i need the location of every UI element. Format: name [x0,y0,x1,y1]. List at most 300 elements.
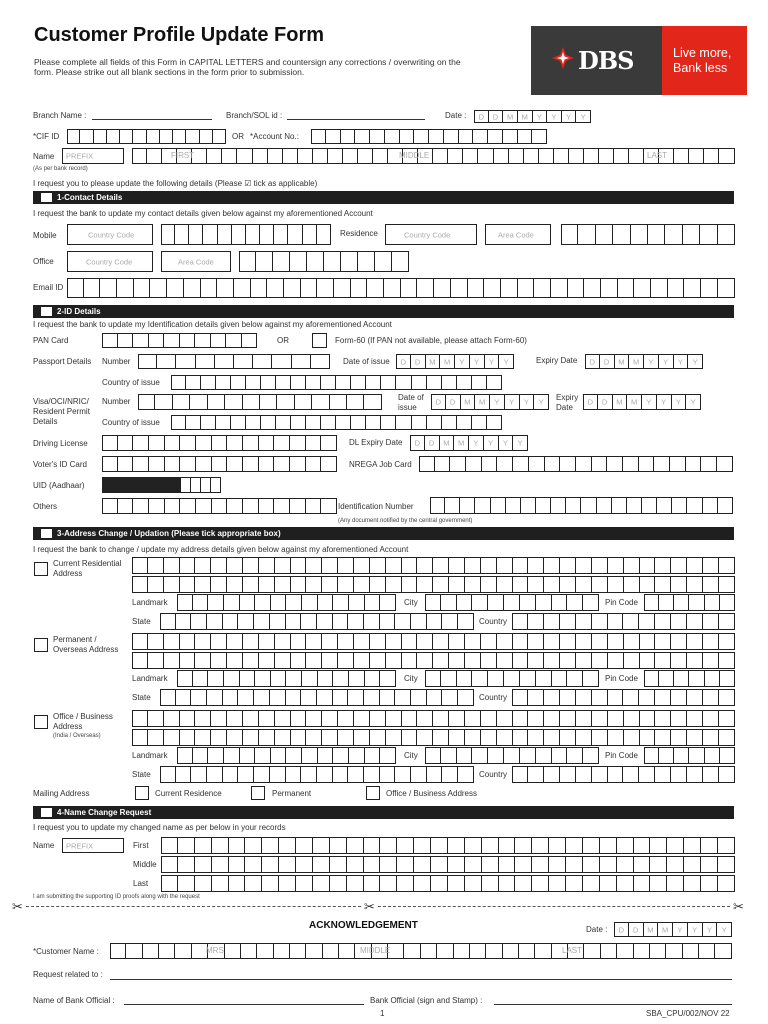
char-cell[interactable] [386,729,402,746]
current-address-line-2[interactable] [132,576,735,593]
char-cell[interactable] [515,856,532,873]
char-cell[interactable] [321,498,337,514]
date-cell[interactable] [583,394,598,410]
char-cell[interactable] [397,837,414,854]
char-cell[interactable] [592,576,608,593]
char-cell[interactable] [303,224,317,245]
char-cell[interactable] [608,689,624,706]
char-cell[interactable] [488,670,504,687]
mobile-country-code[interactable] [67,224,153,245]
char-cell[interactable] [665,224,682,245]
char-cell[interactable] [386,710,402,727]
char-cell[interactable] [617,837,634,854]
char-cell[interactable] [487,375,502,390]
char-cell[interactable] [431,856,448,873]
char-cell[interactable] [454,943,470,959]
branch-name-line[interactable] [92,119,212,120]
char-cell[interactable] [431,875,448,892]
date-cell[interactable] [410,435,425,451]
char-cell[interactable] [465,729,481,746]
char-cell[interactable] [261,375,276,390]
char-cell[interactable] [412,415,427,430]
email-field[interactable] [67,278,735,298]
char-cell[interactable] [290,456,306,472]
char-cell[interactable] [380,613,396,630]
char-cell[interactable] [138,394,155,410]
char-cell[interactable] [161,875,178,892]
char-cell[interactable] [351,278,368,298]
char-cell[interactable] [457,594,473,611]
char-cell[interactable] [380,837,397,854]
char-cell[interactable] [306,576,322,593]
char-cell[interactable] [211,633,227,650]
char-cell[interactable] [583,837,600,854]
char-cell[interactable] [177,670,193,687]
char-cell[interactable] [569,148,584,164]
char-cell[interactable] [118,435,134,451]
char-cell[interactable] [364,875,381,892]
char-cell[interactable] [560,766,576,783]
char-cell[interactable] [640,652,656,669]
permanent-address-line-1[interactable] [132,633,735,650]
char-cell[interactable] [286,613,302,630]
char-cell[interactable] [270,689,286,706]
char-cell[interactable] [465,856,482,873]
char-cell[interactable] [385,129,400,144]
char-cell[interactable] [655,557,671,574]
char-cell[interactable] [468,278,485,298]
char-cell[interactable] [189,224,203,245]
char-cell[interactable] [161,856,178,873]
char-cell[interactable] [321,456,337,472]
char-cell[interactable] [703,710,719,727]
char-cell[interactable] [629,148,644,164]
char-cell[interactable] [193,747,209,764]
char-cell[interactable] [592,689,608,706]
char-cell[interactable] [600,875,617,892]
char-cell[interactable] [427,613,443,630]
char-cell[interactable] [267,278,284,298]
char-cell[interactable] [180,576,196,593]
char-cell[interactable] [437,943,453,959]
char-cell[interactable] [703,729,719,746]
char-cell[interactable] [608,652,624,669]
char-cell[interactable] [720,594,735,611]
char-cell[interactable] [321,375,336,390]
char-cell[interactable] [351,415,366,430]
char-cell[interactable] [259,557,275,574]
date-cell[interactable] [657,394,672,410]
char-cell[interactable] [612,497,627,514]
char-cell[interactable] [164,576,180,593]
char-cell[interactable] [608,710,624,727]
char-cell[interactable] [674,747,689,764]
char-cell[interactable] [396,375,411,390]
char-cell[interactable] [211,729,227,746]
char-cell[interactable] [497,729,513,746]
char-cell[interactable] [132,576,148,593]
char-cell[interactable] [689,747,704,764]
char-cell[interactable] [132,148,147,164]
char-cell[interactable] [213,129,226,144]
char-cell[interactable] [608,613,624,630]
char-cell[interactable] [488,747,504,764]
char-cell[interactable] [624,633,640,650]
char-cell[interactable] [354,710,370,727]
char-cell[interactable] [644,594,659,611]
char-cell[interactable] [397,856,414,873]
char-cell[interactable] [223,613,239,630]
char-cell[interactable] [670,456,686,472]
date-field[interactable] [474,110,591,123]
char-cell[interactable] [180,729,196,746]
char-cell[interactable] [689,594,704,611]
char-cell[interactable] [717,456,733,472]
char-cell[interactable] [515,837,532,854]
char-cell[interactable] [338,557,354,574]
char-cell[interactable] [544,710,560,727]
char-cell[interactable] [275,576,291,593]
char-cell[interactable] [608,557,624,574]
char-cell[interactable] [624,576,640,593]
char-cell[interactable] [545,456,561,472]
char-cell[interactable] [427,415,442,430]
char-cell[interactable] [639,456,655,472]
char-cell[interactable] [176,766,192,783]
char-cell[interactable] [402,557,418,574]
char-cell[interactable] [458,613,474,630]
char-cell[interactable] [687,766,703,783]
char-cell[interactable] [164,710,180,727]
char-cell[interactable] [102,435,118,451]
char-cell[interactable] [243,394,260,410]
char-cell[interactable] [148,652,164,669]
char-cell[interactable] [521,497,536,514]
date-cell[interactable] [440,354,455,369]
char-cell[interactable] [132,652,148,669]
char-cell[interactable] [719,729,735,746]
char-cell[interactable] [386,652,402,669]
char-cell[interactable] [655,613,671,630]
uid-cell[interactable] [191,477,201,493]
char-cell[interactable] [364,394,381,410]
char-cell[interactable] [624,557,640,574]
char-cell[interactable] [465,633,481,650]
char-cell[interactable] [338,729,354,746]
char-cell[interactable] [375,251,392,272]
office-pin-field[interactable] [644,747,735,764]
date-cell[interactable] [673,922,688,937]
char-cell[interactable] [504,594,520,611]
char-cell[interactable] [260,224,274,245]
char-cell[interactable] [687,689,703,706]
date-cell[interactable] [503,110,518,123]
date-cell[interactable] [672,394,687,410]
char-cell[interactable] [318,747,334,764]
char-cell[interactable] [177,747,193,764]
char-cell[interactable] [150,278,167,298]
char-cell[interactable] [650,875,667,892]
char-cell[interactable] [322,710,338,727]
char-cell[interactable] [165,456,181,472]
char-cell[interactable] [338,710,354,727]
char-cell[interactable] [524,148,539,164]
char-cell[interactable] [623,456,639,472]
date-cell[interactable] [490,394,505,410]
char-cell[interactable] [576,613,592,630]
char-cell[interactable] [133,498,149,514]
char-cell[interactable] [536,747,552,764]
char-cell[interactable] [253,148,268,164]
office-area-code[interactable] [161,251,231,272]
char-cell[interactable] [667,856,684,873]
char-cell[interactable] [549,837,566,854]
char-cell[interactable] [395,766,411,783]
char-cell[interactable] [566,856,583,873]
char-cell[interactable] [276,415,291,430]
date-cell[interactable] [485,354,500,369]
char-cell[interactable] [286,594,302,611]
pan-field[interactable] [102,333,257,348]
char-cell[interactable] [196,498,212,514]
mailing-current-checkbox[interactable] [135,786,149,800]
char-cell[interactable] [229,856,246,873]
uid-cell[interactable] [211,477,221,493]
char-cell[interactable] [245,856,262,873]
char-cell[interactable] [301,613,317,630]
char-cell[interactable] [544,689,560,706]
char-cell[interactable] [271,594,287,611]
char-cell[interactable] [242,333,258,348]
char-cell[interactable] [227,633,243,650]
char-cell[interactable] [529,456,545,472]
char-cell[interactable] [421,943,437,959]
char-cell[interactable] [215,354,234,369]
char-cell[interactable] [448,856,465,873]
mailing-perm-checkbox[interactable] [251,786,265,800]
char-cell[interactable] [650,856,667,873]
char-cell[interactable] [674,148,689,164]
char-cell[interactable] [491,497,506,514]
char-cell[interactable] [349,594,365,611]
char-cell[interactable] [67,278,84,298]
char-cell[interactable] [509,148,524,164]
char-cell[interactable] [195,333,211,348]
office-number-field[interactable] [239,251,409,272]
char-cell[interactable] [551,278,568,298]
char-cell[interactable] [259,633,275,650]
char-cell[interactable] [576,710,592,727]
date-cell[interactable] [446,394,461,410]
char-cell[interactable] [148,633,164,650]
char-cell[interactable] [457,747,473,764]
char-cell[interactable] [703,689,719,706]
char-cell[interactable] [80,129,93,144]
char-cell[interactable] [132,710,148,727]
char-cell[interactable] [544,557,560,574]
char-cell[interactable] [370,576,386,593]
char-cell[interactable] [84,278,101,298]
char-cell[interactable] [701,875,718,892]
char-cell[interactable] [246,375,261,390]
char-cell[interactable] [291,633,307,650]
ack-date-field[interactable] [614,922,732,937]
char-cell[interactable] [323,943,339,959]
char-cell[interactable] [459,129,474,144]
char-cell[interactable] [536,594,552,611]
date-cell[interactable] [627,394,642,410]
char-cell[interactable] [417,557,433,574]
char-cell[interactable] [190,394,207,410]
char-cell[interactable] [528,689,544,706]
char-cell[interactable] [333,766,349,783]
date-cell[interactable] [703,922,718,937]
char-cell[interactable] [195,576,211,593]
char-cell[interactable] [402,633,418,650]
char-cell[interactable] [322,557,338,574]
date-cell[interactable] [644,922,659,937]
char-cell[interactable] [617,856,634,873]
residence-number-field[interactable] [561,224,735,245]
char-cell[interactable] [705,670,720,687]
char-cell[interactable] [719,613,735,630]
char-cell[interactable] [102,333,118,348]
char-cell[interactable] [173,129,186,144]
char-cell[interactable] [644,670,659,687]
char-cell[interactable] [321,415,336,430]
char-cell[interactable] [261,415,276,430]
others-field[interactable] [102,498,337,514]
char-cell[interactable] [583,875,600,892]
char-cell[interactable] [358,251,375,272]
char-cell[interactable] [457,415,472,430]
name-prefix-field[interactable] [62,148,124,164]
char-cell[interactable] [147,148,162,164]
char-cell[interactable] [627,497,642,514]
char-cell[interactable] [623,613,639,630]
char-cell[interactable] [671,576,687,593]
char-cell[interactable] [175,943,191,959]
char-cell[interactable] [566,837,583,854]
char-cell[interactable] [243,498,259,514]
char-cell[interactable] [175,224,189,245]
section-contact-checkbox[interactable] [41,193,52,202]
date-cell[interactable] [688,354,703,369]
char-cell[interactable] [339,943,355,959]
char-cell[interactable] [271,670,287,687]
char-cell[interactable] [592,557,608,574]
date-cell[interactable] [658,922,673,937]
char-cell[interactable] [326,129,341,144]
char-cell[interactable] [465,557,481,574]
char-cell[interactable] [465,875,482,892]
char-cell[interactable] [176,354,195,369]
char-cell[interactable] [195,633,211,650]
char-cell[interactable] [367,278,384,298]
char-cell[interactable] [164,557,180,574]
char-cell[interactable] [402,729,418,746]
char-cell[interactable] [341,251,358,272]
char-cell[interactable] [223,766,239,783]
char-cell[interactable] [592,710,608,727]
char-cell[interactable] [132,557,148,574]
char-cell[interactable] [302,670,318,687]
char-cell[interactable] [354,557,370,574]
char-cell[interactable] [227,435,243,451]
char-cell[interactable] [243,576,259,593]
passport-number-field[interactable] [138,354,330,369]
char-cell[interactable] [528,766,544,783]
char-cell[interactable] [655,729,671,746]
char-cell[interactable] [380,689,396,706]
char-cell[interactable] [227,498,243,514]
char-cell[interactable] [217,278,234,298]
char-cell[interactable] [518,278,535,298]
char-cell[interactable] [224,594,240,611]
char-cell[interactable] [343,148,358,164]
char-cell[interactable] [291,415,306,430]
char-cell[interactable] [458,766,474,783]
char-cell[interactable] [222,148,237,164]
char-cell[interactable] [639,689,655,706]
char-cell[interactable] [576,766,592,783]
char-cell[interactable] [397,875,414,892]
char-cell[interactable] [624,729,640,746]
char-cell[interactable] [176,613,192,630]
char-cell[interactable] [520,594,536,611]
char-cell[interactable] [431,837,448,854]
char-cell[interactable] [404,943,420,959]
identification-field[interactable] [430,497,733,514]
char-cell[interactable] [348,689,364,706]
char-cell[interactable] [365,747,381,764]
char-cell[interactable] [592,729,608,746]
char-cell[interactable] [333,594,349,611]
char-cell[interactable] [503,943,519,959]
char-cell[interactable] [720,670,735,687]
char-cell[interactable] [504,747,520,764]
current-pin-field[interactable] [644,594,735,611]
visa-expiry-date[interactable] [583,394,701,410]
char-cell[interactable] [576,633,592,650]
char-cell[interactable] [576,456,592,472]
char-cell[interactable] [478,148,493,164]
date-cell[interactable] [411,354,426,369]
char-cell[interactable] [528,633,544,650]
char-cell[interactable] [102,498,118,514]
char-cell[interactable] [703,497,718,514]
char-cell[interactable] [687,613,703,630]
char-cell[interactable] [118,498,134,514]
char-cell[interactable] [259,435,275,451]
char-cell[interactable] [227,710,243,727]
char-cell[interactable] [227,652,243,669]
char-cell[interactable] [578,224,595,245]
visa-country-field[interactable] [171,415,502,430]
char-cell[interactable] [583,856,600,873]
char-cell[interactable] [473,129,488,144]
date-cell[interactable] [499,435,514,451]
char-cell[interactable] [184,278,201,298]
char-cell[interactable] [414,129,429,144]
char-cell[interactable] [425,747,441,764]
char-cell[interactable] [243,435,259,451]
char-cell[interactable] [291,652,307,669]
char-cell[interactable] [164,729,180,746]
char-cell[interactable] [448,837,465,854]
char-cell[interactable] [306,633,322,650]
date-cell[interactable] [686,394,701,410]
